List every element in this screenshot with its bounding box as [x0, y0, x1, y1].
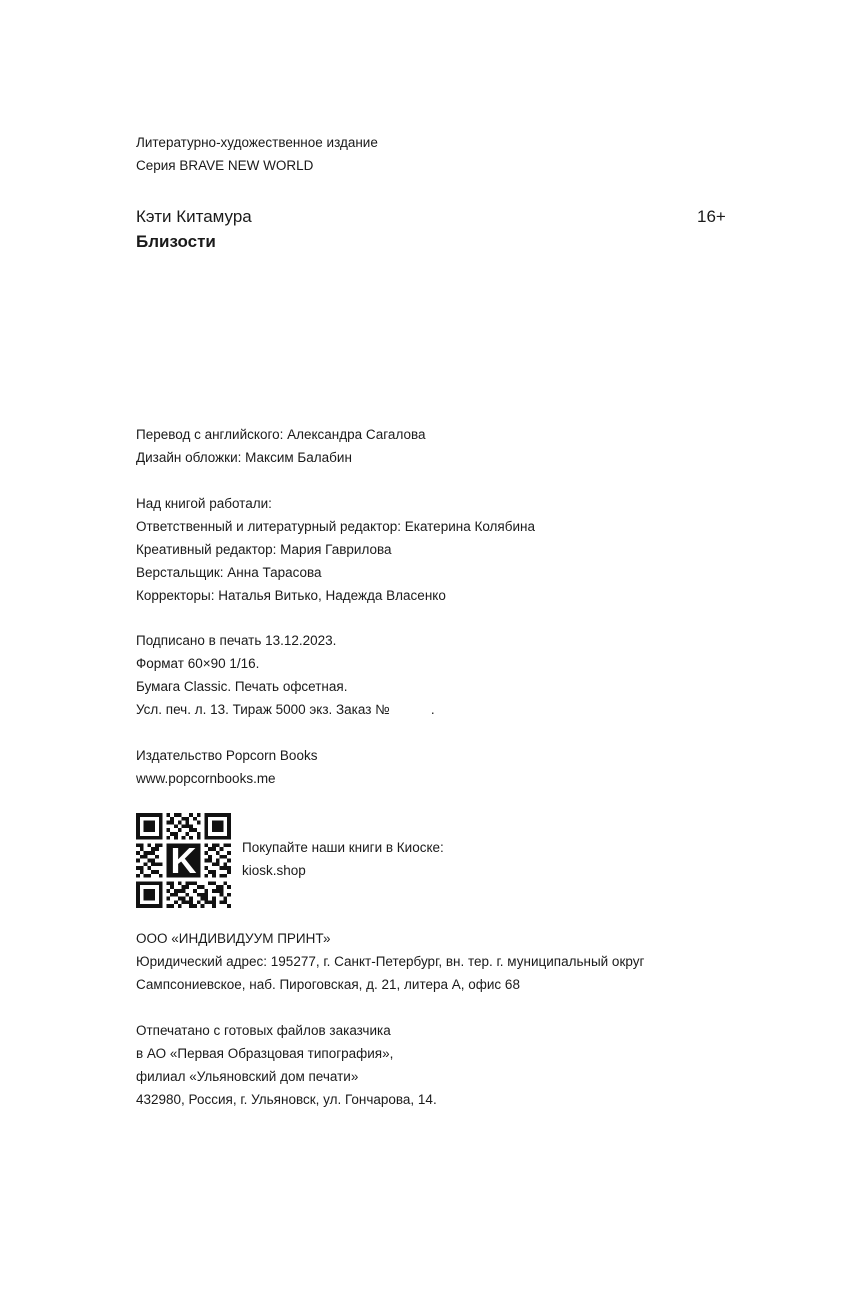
team-member: Верстальщик: Анна Тарасова	[136, 565, 322, 580]
printed-by-line4: 432980, Россия, г. Ульяновск, ул. Гончарова, 14.	[136, 1092, 437, 1107]
paper: Бумага Classic. Печать офсетная.	[136, 679, 348, 694]
edition-type: Литературно-художественное издание	[136, 135, 378, 150]
author: Кэти Китамура	[136, 207, 252, 226]
printer-address-line1: Юридический адрес: 195277, г. Санкт-Петербург, вн. тер. г. муниципальный округ	[136, 954, 645, 969]
kiosk-link[interactable]: kiosk.shop	[242, 863, 306, 878]
kiosk-text: Покупайте наши книги в Киоске:	[242, 840, 444, 855]
format: Формат 60×90 1/16.	[136, 656, 260, 671]
printed-by-line3: филиал «Ульяновский дом печати»	[136, 1069, 359, 1084]
book-title: Близости	[136, 232, 216, 251]
series: Серия BRAVE NEW WORLD	[136, 158, 314, 173]
printer-address-line2: Сампсониевское, наб. Пироговская, д. 21, литера А, офис 68	[136, 977, 520, 992]
cover-design-credit: Дизайн обложки: Максим Балабин	[136, 450, 352, 465]
team-member: Ответственный и литературный редактор: Екатерина Колябина	[136, 519, 535, 534]
qr-logo-letter: K	[170, 840, 197, 882]
publisher-name: Издательство Popcorn Books	[136, 748, 318, 763]
translation-credit: Перевод с английского: Александра Сагалова	[136, 427, 426, 442]
printer-name: ООО «ИНДИВИДУУМ ПРИНТ»	[136, 931, 331, 946]
age-rating: 16+	[697, 207, 726, 226]
qr-code-icon[interactable]	[136, 813, 231, 908]
team-member: Корректоры: Наталья Витько, Надежда Власенко	[136, 588, 446, 603]
publisher-website[interactable]: www.popcornbooks.me	[136, 771, 276, 786]
team-member: Креативный редактор: Мария Гаврилова	[136, 542, 392, 557]
team-heading: Над книгой работали:	[136, 496, 272, 511]
printed-by-line1: Отпечатано с готовых файлов заказчика	[136, 1023, 391, 1038]
printed-by-line2: в АО «Первая Образцовая типография»,	[136, 1046, 394, 1061]
print-run: Усл. печ. л. 13. Тираж 5000 экз. Заказ № .	[136, 702, 435, 717]
signed-date: Подписано в печать 13.12.2023.	[136, 633, 337, 648]
